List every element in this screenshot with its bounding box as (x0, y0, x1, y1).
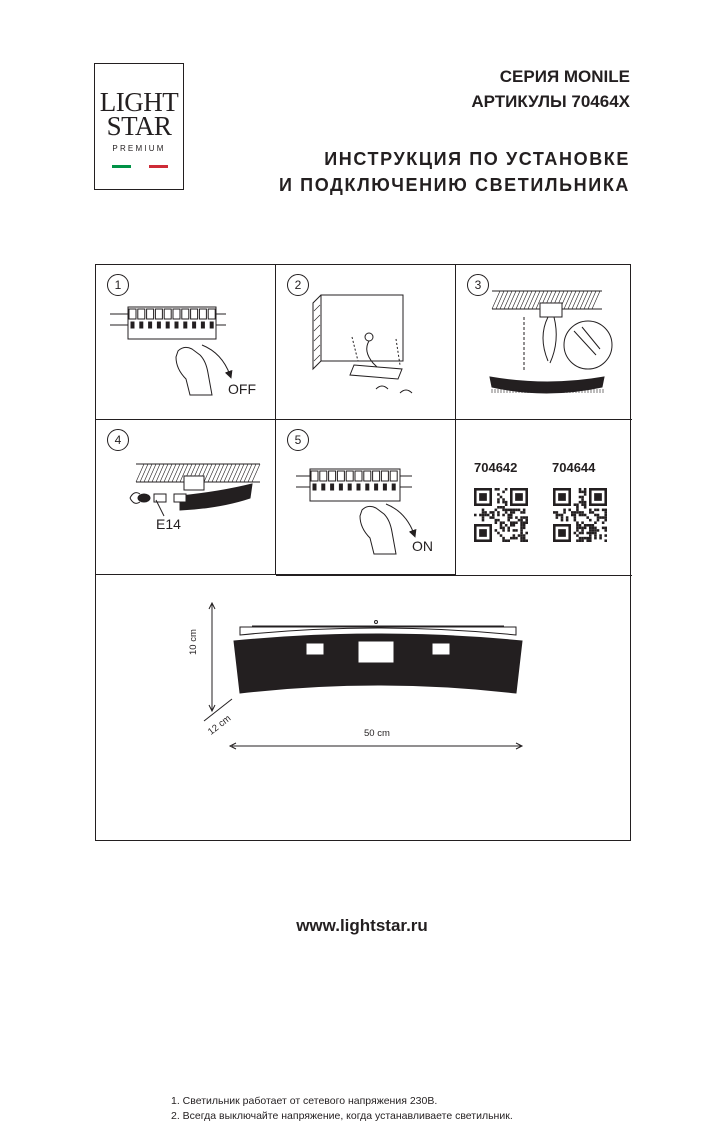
series-block (471, 64, 630, 114)
website-link[interactable]: www.lightstar.ru (296, 916, 428, 935)
step-number: 1 (107, 274, 129, 296)
article-numbers: АРТИКУЛЫ 70464X (471, 92, 630, 111)
notes-list (171, 1094, 513, 1124)
title-line-2: И ПОДКЛЮЧЕНИЮ СВЕТИЛЬНИКА (279, 175, 630, 195)
note-voltage: 1. Светильник работает от сетевого напряжения 230В. (171, 1095, 438, 1107)
step-number: 4 (107, 429, 129, 451)
step-number: 2 (287, 274, 309, 296)
qr-code-icon[interactable] (553, 488, 607, 542)
qr-panel (456, 420, 632, 575)
height-dimension: 10 cm (188, 629, 199, 655)
logo-word-star: STAR (106, 111, 172, 141)
step-3-panel (456, 265, 632, 420)
wiring-connection-illustration (456, 265, 632, 420)
logo-word-premium: PREMIUM (112, 144, 166, 153)
luminaire-dimension-drawing (96, 575, 632, 842)
document-title (279, 146, 630, 198)
series-name: СЕРИЯ MONILE (499, 67, 630, 86)
step-5-panel (276, 420, 456, 575)
logo-word-light: LIGHT (99, 87, 179, 117)
step-number: 3 (467, 274, 489, 296)
article-code-1: 704642 (474, 460, 518, 475)
depth-dimension: 12 cm (206, 713, 234, 738)
step-1-panel (96, 265, 276, 420)
width-dimension: 50 cm (364, 728, 390, 739)
step-4-panel (96, 420, 276, 575)
article-code-2: 704644 (552, 460, 596, 475)
off-label: OFF (228, 381, 256, 397)
note-safety: 2. Всегда выключайте напряжение, когда устанавливаете светильник. (171, 1110, 513, 1122)
title-line-1: ИНСТРУКЦИЯ ПО УСТАНОВКЕ (324, 149, 630, 169)
on-label: ON (412, 538, 433, 554)
step-2-panel (276, 265, 456, 420)
bulb-install-illustration (96, 420, 276, 575)
brand-logo (94, 63, 184, 190)
step-number: 5 (287, 429, 309, 451)
italian-flag-icon (112, 165, 168, 168)
mounting-plate-illustration (276, 265, 456, 420)
qr-code-icon[interactable] (474, 488, 528, 542)
e14-label: E14 (156, 516, 181, 532)
